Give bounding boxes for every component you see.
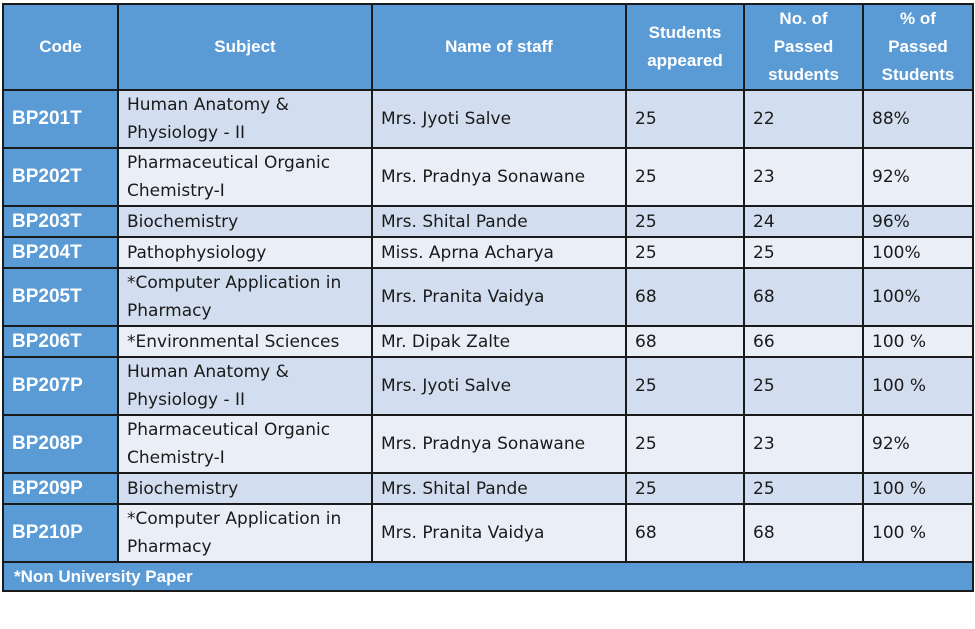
row-code: BP207P <box>3 357 118 415</box>
row-staff: Mrs. Pradnya Sonawane <box>372 415 626 473</box>
row-percent: 100 % <box>863 357 973 415</box>
row-code: BP206T <box>3 326 118 357</box>
row-staff: Mrs. Shital Pande <box>372 473 626 504</box>
table-row <box>3 504 973 562</box>
row-code: BP203T <box>3 206 118 237</box>
results-table <box>2 3 974 592</box>
header-staff: Name of staff <box>372 4 626 90</box>
subject-line: *Computer Application in <box>127 273 342 293</box>
row-passed: 68 <box>744 268 863 326</box>
row-percent: 92% <box>863 415 973 473</box>
row-code: BP202T <box>3 148 118 206</box>
table-row <box>3 415 973 473</box>
subject-line: *Environmental Sciences <box>127 331 340 352</box>
header-percent: % of Passed Students <box>863 4 973 90</box>
table-body <box>3 90 973 562</box>
row-subject <box>118 326 372 357</box>
row-code: BP201T <box>3 90 118 148</box>
row-code: BP208P <box>3 415 118 473</box>
row-percent: 100 % <box>863 504 973 562</box>
subject-line: Chemistry-I <box>127 448 225 468</box>
row-appeared: 68 <box>626 326 744 357</box>
row-percent: 88% <box>863 90 973 148</box>
row-appeared: 25 <box>626 357 744 415</box>
footnote: *Non University Paper <box>3 562 973 591</box>
row-appeared: 25 <box>626 237 744 268</box>
row-staff: Mrs. Jyoti Salve <box>372 357 626 415</box>
row-staff: Mrs. Shital Pande <box>372 206 626 237</box>
row-passed: 25 <box>744 473 863 504</box>
row-staff: Mr. Dipak Zalte <box>372 326 626 357</box>
row-appeared: 25 <box>626 473 744 504</box>
table-row <box>3 206 973 237</box>
row-passed: 22 <box>744 90 863 148</box>
row-percent: 100% <box>863 268 973 326</box>
header-row <box>3 4 973 90</box>
row-percent: 96% <box>863 206 973 237</box>
subject-line: Biochemistry <box>127 478 239 499</box>
header-appeared: Students appeared <box>626 4 744 90</box>
row-staff: Mrs. Jyoti Salve <box>372 90 626 148</box>
row-subject <box>118 415 372 473</box>
row-percent: 100 % <box>863 473 973 504</box>
row-appeared: 68 <box>626 268 744 326</box>
subject-line: Pharmacy <box>127 537 212 557</box>
subject-line: Pathophysiology <box>127 242 267 263</box>
header-code: Code <box>3 4 118 90</box>
row-staff: Mrs. Pradnya Sonawane <box>372 148 626 206</box>
footnote-row <box>3 562 973 591</box>
row-appeared: 25 <box>626 415 744 473</box>
row-code: BP205T <box>3 268 118 326</box>
row-code: BP209P <box>3 473 118 504</box>
table-row <box>3 326 973 357</box>
row-appeared: 68 <box>626 504 744 562</box>
row-percent: 92% <box>863 148 973 206</box>
table-row <box>3 473 973 504</box>
header-passed: No. of Passed students <box>744 4 863 90</box>
table-row <box>3 237 973 268</box>
row-percent: 100 % <box>863 326 973 357</box>
row-passed: 66 <box>744 326 863 357</box>
row-staff: Mrs. Pranita Vaidya <box>372 268 626 326</box>
row-passed: 23 <box>744 415 863 473</box>
subject-line: Pharmaceutical Organic <box>127 153 331 173</box>
subject-line: Physiology - II <box>127 123 246 143</box>
subject-line: Human Anatomy & <box>127 95 289 115</box>
row-subject <box>118 237 372 268</box>
row-subject <box>118 90 372 148</box>
row-passed: 25 <box>744 357 863 415</box>
table-row <box>3 148 973 206</box>
table-row <box>3 357 973 415</box>
row-percent: 100% <box>863 237 973 268</box>
subject-line: Human Anatomy & <box>127 362 289 382</box>
row-appeared: 25 <box>626 206 744 237</box>
row-subject <box>118 268 372 326</box>
subject-line: Pharmacy <box>127 301 212 321</box>
subject-line: Chemistry-I <box>127 181 225 201</box>
row-staff: Miss. Aprna Acharya <box>372 237 626 268</box>
table-row <box>3 90 973 148</box>
row-passed: 25 <box>744 237 863 268</box>
subject-line: Pharmaceutical Organic <box>127 420 331 440</box>
row-code: BP204T <box>3 237 118 268</box>
row-passed: 24 <box>744 206 863 237</box>
subject-line: *Computer Application in <box>127 509 342 529</box>
row-passed: 23 <box>744 148 863 206</box>
row-appeared: 25 <box>626 148 744 206</box>
row-subject <box>118 504 372 562</box>
row-passed: 68 <box>744 504 863 562</box>
header-subject: Subject <box>118 4 372 90</box>
table-row <box>3 268 973 326</box>
row-subject <box>118 473 372 504</box>
row-subject <box>118 206 372 237</box>
row-code: BP210P <box>3 504 118 562</box>
row-appeared: 25 <box>626 90 744 148</box>
row-staff: Mrs. Pranita Vaidya <box>372 504 626 562</box>
subject-line: Biochemistry <box>127 211 239 232</box>
row-subject <box>118 357 372 415</box>
row-subject <box>118 148 372 206</box>
subject-line: Physiology - II <box>127 390 246 410</box>
